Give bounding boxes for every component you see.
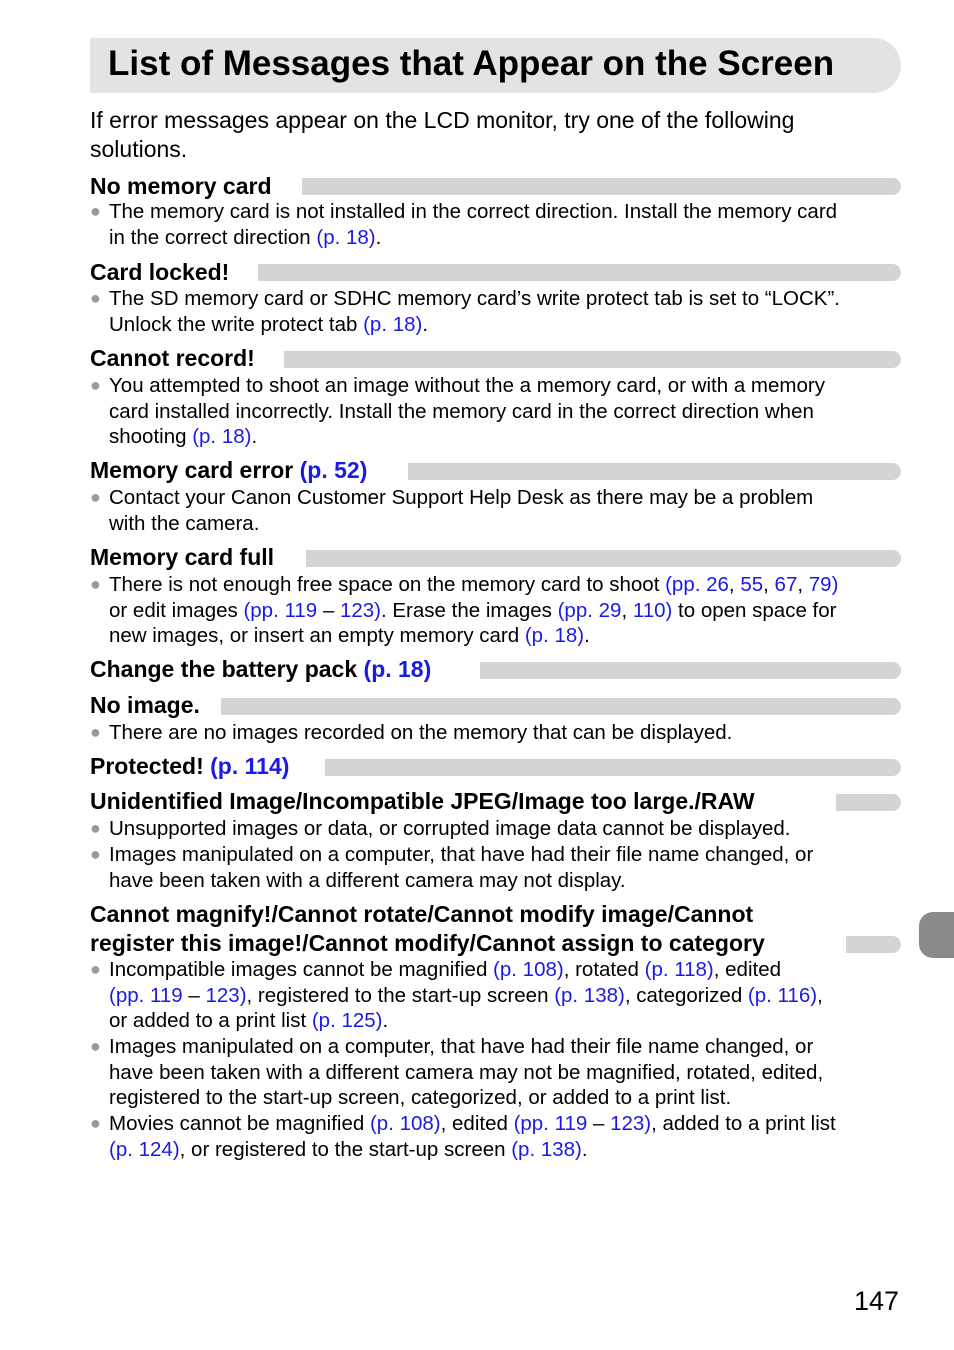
section-heading [90,344,255,372]
section-heading-text: Protected! [90,753,204,779]
section-heading [90,456,367,484]
chapter-tab [919,912,954,958]
bullet-icon: ● [90,487,101,507]
bullet-icon: ● [90,574,101,594]
bullet-icon: ● [90,844,101,864]
page-reference-link[interactable]: (p. 108) [369,1112,441,1135]
heading-rule-bar [306,550,901,567]
heading-rule-bar [480,662,901,679]
bullet-item [90,720,902,746]
bullet-icon: ● [90,201,101,221]
bullet-line: new images, or insert an empty memory card (p. 18). [109,624,590,647]
page-reference-link[interactable]: (p. 18) [363,656,432,682]
page-reference-link[interactable]: (p. 138) [554,983,625,1007]
page-reference-link[interactable]: (p. 116) [747,983,818,1007]
bullet-item [90,842,902,893]
bullet-icon: ● [90,959,101,979]
page-reference-link[interactable]: (p. 124) [109,1137,180,1161]
bullet-line: with the camera. [109,511,260,535]
section-heading-text: Memory card full [90,544,275,570]
page-reference-link[interactable]: (p. 18) [192,425,252,448]
bullet-line: shooting (p. 18). [109,425,258,448]
section-heading-text: Unidentified Image/Incompatible JPEG/Image too large./RAW [90,788,755,814]
page-reference-link[interactable]: (pp. 119 [513,1112,588,1135]
section-heading [90,258,229,286]
section-heading [90,172,272,200]
heading-rule-bar [408,463,901,480]
bullet-line: Movies cannot be magnified (p. 108), edited (pp. 119 – 123), added to a print list [109,1112,836,1135]
section-heading-text: register this image!/Cannot modify/Cannot assign to category [90,930,765,956]
page-reference-link[interactable]: 123) [610,1112,652,1135]
intro-line: If error messages appear on the LCD monitor, try one of the following [90,107,795,133]
page-reference-link[interactable]: (p. 18) [524,624,585,647]
page-reference-link[interactable]: 79) [808,573,839,596]
bullet-icon: ● [90,722,101,742]
page-reference-link[interactable]: (p. 138) [511,1137,582,1161]
bullet-line: Incompatible images cannot be magnified (p. 108), rotated (p. 118), edited [109,958,782,981]
section-heading-text: Card locked! [90,259,230,285]
bullet-line: There is not enough free space on the memory card to shoot (pp. 26, 55, 67, 79) [109,573,839,596]
bullet-line: The memory card is not installed in the correct direction. Install the memory card [109,200,838,223]
section-heading-text: Cannot record! [90,345,255,371]
page-reference-link[interactable]: (p. 114) [210,753,290,779]
bullet-line: (pp. 119 – 123), registered to the start-up screen (p. 138), categorized (p. 116), [109,983,823,1007]
bullet-line: Images manipulated on a computer, that have had their file name changed, or [109,1035,814,1058]
bullet-item [90,816,902,842]
bullet-line: You attempted to shoot an image without the a memory card, or with a memory [109,374,825,397]
section-heading [90,787,755,815]
bullet-line: or edit images (pp. 119 – 123). Erase the images (pp. 29, 110) to open space for [109,598,837,622]
bullet-line: Contact your Canon Customer Support Help Desk as there may be a problem [109,486,814,509]
bullet-line: in the correct direction (p. 18). [109,225,382,249]
section-heading [90,929,765,957]
intro-text [90,106,850,164]
page-reference-link[interactable]: 67 [774,573,798,596]
page-number: 147 [854,1286,900,1316]
bullet-item [90,199,902,250]
page-reference-link[interactable]: (p. 52) [299,457,368,483]
page-reference-link[interactable]: 123) [205,983,247,1007]
heading-rule-bar [846,936,901,953]
heading-rule-bar [302,178,901,195]
intro-line: solutions. [90,136,188,162]
bullet-item [90,1034,902,1111]
bullet-item [90,572,902,649]
bullet-line: card installed incorrectly. Install the memory card in the correct direction when [109,399,814,423]
section-heading [90,691,200,719]
page-reference-link[interactable]: (p. 18) [363,312,423,336]
section-heading-text: No memory card [90,173,272,199]
page-reference-link[interactable]: (p. 118) [644,958,714,981]
page-reference-link[interactable]: (pp. 26 [665,573,729,596]
bullet-line: or added to a print list (p. 125). [109,1009,389,1032]
section-heading [90,900,753,928]
bullet-line: There are no images recorded on the memory that can be displayed. [109,721,733,744]
bullet-icon: ● [90,288,101,308]
bullet-icon: ● [90,375,101,395]
bullet-icon: ● [90,1113,101,1133]
page-title: List of Messages that Appear on the Screen [108,44,835,83]
bullet-item [90,373,902,450]
bullet-item [90,286,902,337]
bullet-line: have been taken with a different camera may not be magnified, rotated, edited, [109,1060,824,1084]
bullet-item [90,1111,902,1162]
section-heading-text: Cannot magnify!/Cannot rotate/Cannot modify image/Cannot [90,901,754,927]
page-reference-link[interactable]: 123) [339,598,381,622]
page-reference-link[interactable]: (pp. 119 [109,983,183,1007]
heading-rule-bar [221,698,901,715]
section-heading-text: Memory card error [90,457,294,483]
bullet-line: registered to the start-up screen, categorized, or added to a print list. [109,1086,732,1109]
bullet-icon: ● [90,1036,101,1056]
page-reference-link[interactable]: (p. 108) [493,958,564,981]
heading-rule-bar [258,264,901,281]
page-reference-link[interactable]: 110) [632,598,673,622]
bullet-line: Images manipulated on a computer, that have had their file name changed, or [109,843,814,866]
page-reference-link[interactable]: (p. 18) [316,225,376,249]
bullet-item [90,485,902,536]
bullet-line: have been taken with a different camera may not display. [109,868,626,892]
bullet-line: Unsupported images or data, or corrupted image data cannot be displayed. [109,817,791,840]
page-reference-link[interactable]: (pp. 119 [243,598,318,622]
bullet-item [90,957,902,1034]
bullet-line: The SD memory card or SDHC memory card’s write protect tab is set to “LOCK”. [109,287,840,310]
section-heading-text: Change the battery pack [90,656,358,682]
page-reference-link[interactable]: (p. 125) [311,1009,383,1032]
page-reference-link[interactable]: (pp. 29 [557,598,622,622]
section-heading [90,752,289,780]
bullet-line: Unlock the write protect tab (p. 18). [109,312,429,336]
bullet-line: (p. 124), or registered to the start-up screen (p. 138). [109,1137,588,1161]
section-heading [90,543,274,571]
page-reference-link[interactable]: 55 [740,573,764,596]
section-heading [90,655,431,683]
title-bar [90,38,901,93]
heading-rule-bar [325,759,901,776]
heading-rule-bar [284,351,901,368]
heading-rule-bar [836,794,901,811]
section-heading-text: No image. [90,692,200,718]
bullet-icon: ● [90,818,101,838]
